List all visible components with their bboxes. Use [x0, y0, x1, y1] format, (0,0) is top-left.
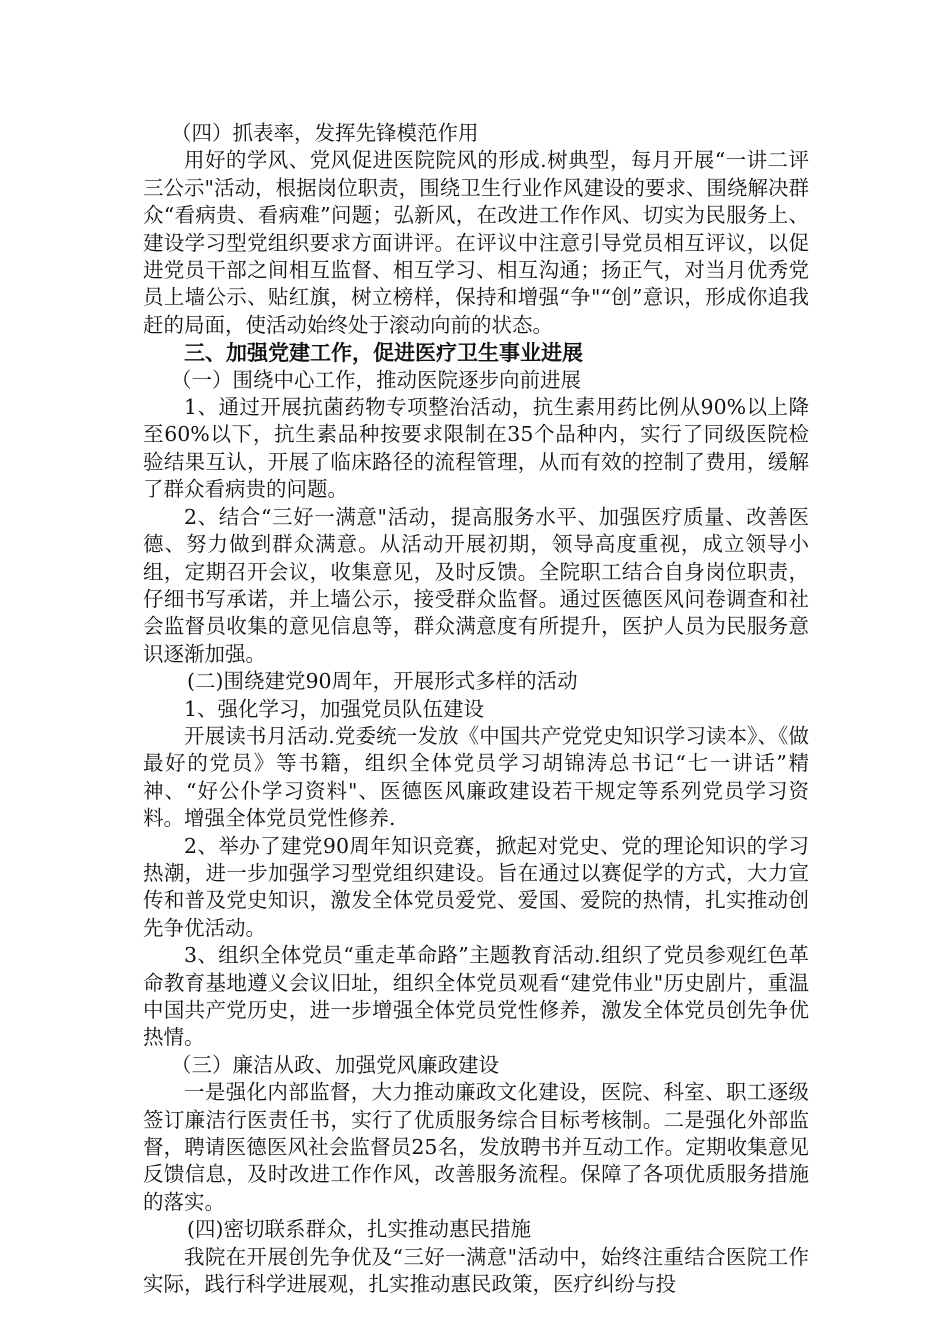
body-paragraph: 我院在开展创先争优及“三好一满意"活动中，始终注重结合医院工作实际，践行科学进展观，扎实推动惠民政策，医疗纠纷与投 — [143, 1244, 809, 1297]
section-heading-1: （一）围绕中心工作，推动医院逐步向前进展 — [171, 367, 581, 392]
body-paragraph: 用好的学风、党风促进医院院风的形成.树典型，每月开展“一讲二评三公示"活动，根据岗位职责，围绕卫生行业作风建设的要求、围绕解决群众“看病贵、看病难”问题；弘新风，在改进工作作风、切实为民服务上、建设学习型党组织要求方面讲评。在评议中注意引导党员相互评议，以促进党员干部之间相互监督、相互学习、相互沟通；扬正气，对当月优秀党员上墙公示、贴红旗，树立榜样，保持和增强“争"“创”意识，形成你追我赶的局面，使活动始终处于滚动向前的状态。 — [143, 148, 809, 337]
section-heading-2: (二)围绕建党90周年，开展形式多样的活动 — [187, 669, 578, 694]
body-paragraph: 一是强化内部监督，大力推动廉政文化建设，医院、科室、职工逐级签订廉洁行医责任书，实行了优质服务综合目标考核制。二是强化外部监督，聘请医德医风社会监督员25名，发放聘书并互动工作。定期收集意见反馈信息，及时改进工作作风，改善服务流程。保障了各项优质服务措施的落实。 — [143, 1080, 809, 1214]
body-paragraph: 2、结合“三好一满意"活动，提高服务水平、加强医疗质量、改善医德、努力做到群众满意。从活动开展初期，领导高度重视，成立领导小组，定期召开会议，收集意见，及时反馈。全院职工结合自身岗位职责，仔细书写承诺，并上墙公示，接受群众监督。通过医德医风问卷调查和社会监督员收集的意见信息等，群众满意度有所提升，医护人员为民服务意识逐渐加强。 — [143, 504, 809, 666]
subsection-heading: 1、强化学习，加强党员队伍建设 — [184, 696, 485, 721]
chapter-heading-3: 三、加强党建工作，促进医疗卫生事业进展 — [184, 340, 583, 366]
body-paragraph: 1、通过开展抗菌药物专项整治活动，抗生素用药比例从90%以上降至60%以下，抗生素品种按要求限制在35个品种内，实行了同级医院检验结果互认，开展了临床路径的流程管理，从而有效的控制了费用，缓解了群众看病贵的问题。 — [143, 395, 809, 502]
document-page — [143, 120, 809, 1298]
body-paragraph: 3、组织全体党员“重走革命路”主题教育活动.组织了党员参观红色革命教育基地遵义会议旧址，组织全体党员观看“建党伟业"历史剧片，重温中国共产党历史，进一步增强全体党员党性修养，激发全体党员创先争优热情。 — [143, 943, 809, 1050]
section-heading-3: （三）廉洁从政、加强党风廉政建设 — [171, 1052, 499, 1077]
section-heading-4: （四）抓表率，发挥先锋模范作用 — [171, 121, 479, 145]
body-paragraph: 2、举办了建党90周年知识竞赛，掀起对党史、党的理论知识的学习热潮，进一步加强学习型党组织建设。旨在通过以赛促学的方式，大力宣传和普及党史知识，激发全体党员爱党、爱国、爱院的热情，扎实推动创先争优活动。 — [143, 833, 809, 940]
section-heading-4b: (四)密切联系群众，扎实推动惠民措施 — [187, 1217, 531, 1242]
body-paragraph: 开展读书月活动.党委统一发放《中国共产党党史知识学习读本》、《做最好的党员》等书籍，组织全体党员学习胡锦涛总书记“七一讲话”精神、“好公仆学习资料"、医德医风廉政建设若干规定等系列党员学习资料。增强全体党员党性修养. — [143, 723, 809, 831]
